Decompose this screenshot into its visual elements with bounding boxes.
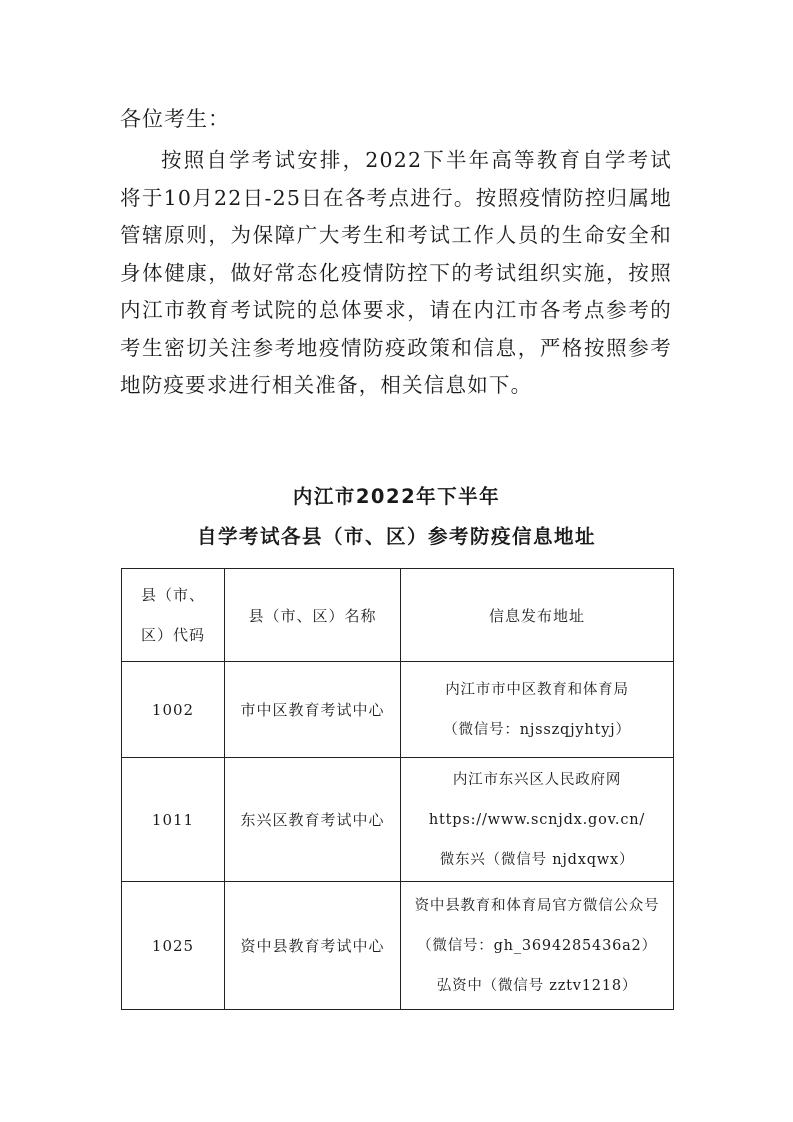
header-code-line-2: 区）代码 xyxy=(140,626,205,644)
table-row xyxy=(122,882,674,1010)
table-row xyxy=(122,758,674,882)
info-table xyxy=(121,568,674,1010)
address-line: 内江市东兴区人民政府网 xyxy=(452,771,622,788)
address-line: 资中县教育和体育局官方微信公众号 xyxy=(414,897,660,914)
table-title-line-2: 自学考试各县（市、区）参考防疫信息地址 xyxy=(196,525,596,548)
cell-code: 1011 xyxy=(122,758,225,882)
cell-code: 1002 xyxy=(122,662,225,758)
address-link[interactable]: https://www.scnjdx.gov.cn/ xyxy=(428,811,646,828)
address-line: （微信号：gh_3694285436a2） xyxy=(417,937,657,954)
cell-address xyxy=(401,758,674,882)
address-line: 微东兴（微信号 njdxqwx） xyxy=(439,851,635,868)
cell-name: 市中区教育考试中心 xyxy=(225,662,401,758)
cell-name: 东兴区教育考试中心 xyxy=(225,758,401,882)
cell-name: 资中县教育考试中心 xyxy=(225,882,401,1010)
body-paragraph: 按照自学考试安排，2022下半年高等教育自学考试将于10月22日-25日在各考点进行。按照疫情防控归属地管辖原则，为保障广大考生和考试工作人员的生命安全和身体健康，做好常态化疫情防控下的考试组织实施，按照内江市教育考试院的总体要求，请在内江市各考点参考的考生密切关注参考地疫情防疫政策和信息，严格按照参考地防疫要求进行相关准备，相关信息如下。 xyxy=(120,148,672,397)
table-row xyxy=(122,662,674,758)
address-line: 弘资中（微信号 zztv1218） xyxy=(436,977,638,994)
header-address: 信息发布地址 xyxy=(401,569,674,662)
table-header-row xyxy=(122,569,674,662)
cell-address xyxy=(401,662,674,758)
address-line: 内江市市中区教育和体育局 xyxy=(445,681,629,698)
header-name: 县（市、区）名称 xyxy=(225,569,401,662)
header-code xyxy=(122,569,225,662)
header-code-line-1: 县（市、 xyxy=(140,586,205,604)
cell-address xyxy=(401,882,674,1010)
cell-code: 1025 xyxy=(122,882,225,1010)
table-title-line-1: 内江市2022年下半年 xyxy=(292,485,501,508)
address-line: （微信号：njsszqjyhtyj） xyxy=(443,721,631,738)
salutation: 各位考生： xyxy=(120,107,230,131)
